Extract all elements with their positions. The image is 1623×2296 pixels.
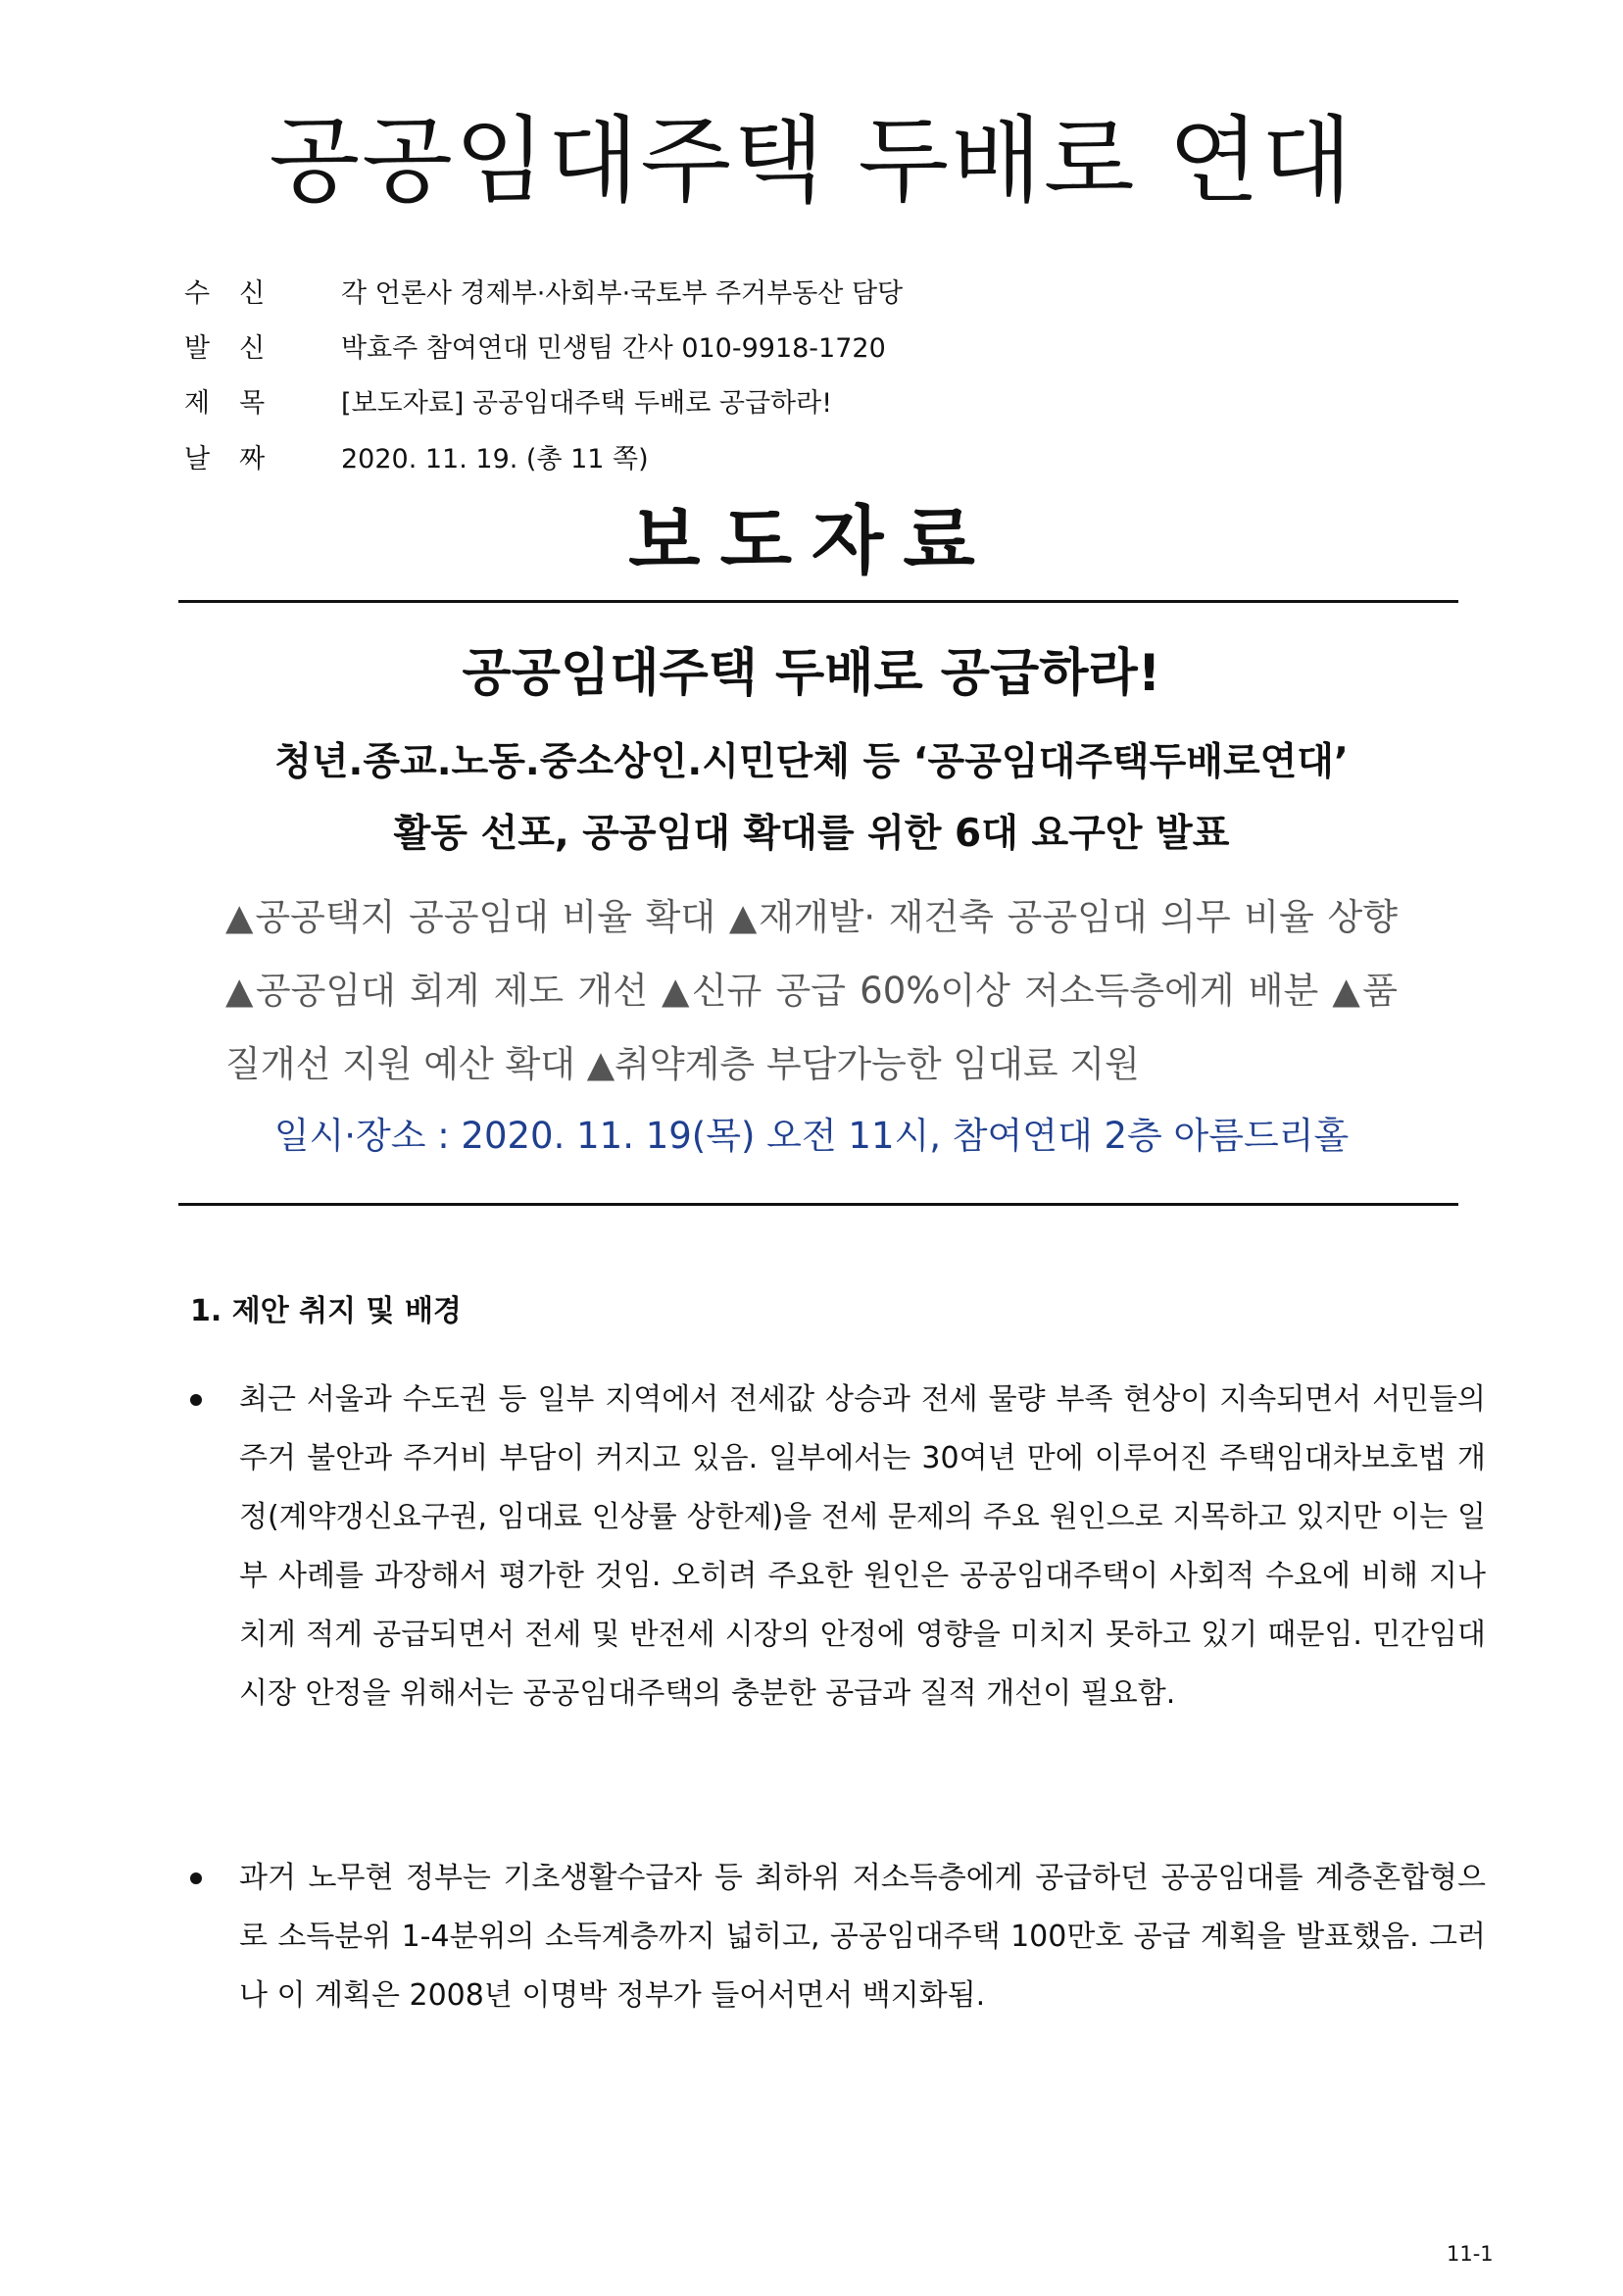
bullet-icon (190, 1872, 202, 1884)
demands-summary: ▲공공택지 공공임대 비율 확대 ▲재개발· 재건축 공공임대 의무 비율 상향 ▲공공임대 회계 제도 개선 ▲신규 공급 60%이상 저소득층에게 배분 ▲품질개선 지원 예산 확대 ▲취약계층 부담가능한 임대료 지원 (225, 896, 1398, 1085)
bullet-paragraph: 과거 노무현 정부는 기초생활수급자 등 최하위 저소득층에게 공급하던 공공임대를 계층혼합형으로 소득분위 1-4분위의 소득계층까지 넓히고, 공공임대주택 100만호 공급 계획을 발표했음. 그러나 이 계획은 2008년 이명박 정부가 들어서면서 백지화됨. (239, 1861, 1486, 2013)
bullet-paragraph: 최근 서울과 수도권 등 일부 지역에서 전세값 상승과 전세 물량 부족 현상이 지속되면서 서민들의 주거 불안과 주거비 부담이 커지고 있음. 일부에서는 30여년 만에 이루어진 주택임대차보호법 개정(계약갱신요구권, 임대료 인상률 상한제)을 전세 문제의 주요 원인으로 지목하고 있지만 이는 일부 사례를 과장해서 평가한 것임. 오히려 주요한 원인은 공공임대주택이 사회적 수요에 비해 지나치게 적게 공급되면서 전세 및 반전세 시장의 안정에 영향을 미치지 못하고 있기 때문임. 민간임대 시장 안정을 위해서는 공공임대주택의 충분한 공급과 질적 개선이 필요함. (239, 1382, 1486, 1711)
meta-row-sender (184, 332, 886, 366)
meta-label: 날짜 (184, 444, 295, 474)
meta-label: 발신 (184, 333, 295, 364)
subheadline-1: 청년.종교.노동.중소상인.시민단체 등 ‘공공임대주택두배로연대’ (274, 740, 1349, 784)
meta-value: 박효주 참여연대 민생팀 간사 010-9918-1720 (341, 333, 886, 364)
headline: 공공임대주택 두배로 공급하라! (462, 644, 1161, 703)
meta-value: 각 언론사 경제부·사회부·국토부 주거부동산 담당 (341, 278, 904, 309)
event-info: 일시·장소 : 2020. 11. 19(목) 오전 11시, 참여연대 2층 아름드리홀 (273, 1115, 1350, 1157)
meta-label: 수신 (184, 278, 295, 309)
bullet-icon (190, 1394, 202, 1406)
meta-label: 제목 (184, 388, 295, 419)
meta-value: 2020. 11. 19. (총 11 쪽) (341, 444, 649, 474)
top-divider (178, 600, 1458, 603)
meta-row-date (184, 443, 649, 476)
subheadline-2: 활동 선포, 공공임대 확대를 위한 6대 요구안 발표 (393, 812, 1230, 856)
meta-value: [보도자료] 공공임대주택 두배로 공급하라! (341, 388, 833, 419)
meta-row-recipient (184, 277, 903, 311)
page-number: 11-1 (1447, 2242, 1494, 2266)
press-release-heading: 보도자료 (628, 497, 995, 584)
bottom-divider (178, 1203, 1458, 1206)
meta-row-subject (184, 387, 832, 421)
section-title: 1. 제안 취지 및 배경 (190, 1294, 462, 1328)
organization-title: 공공임대주택 두배로 연대 (269, 106, 1354, 216)
